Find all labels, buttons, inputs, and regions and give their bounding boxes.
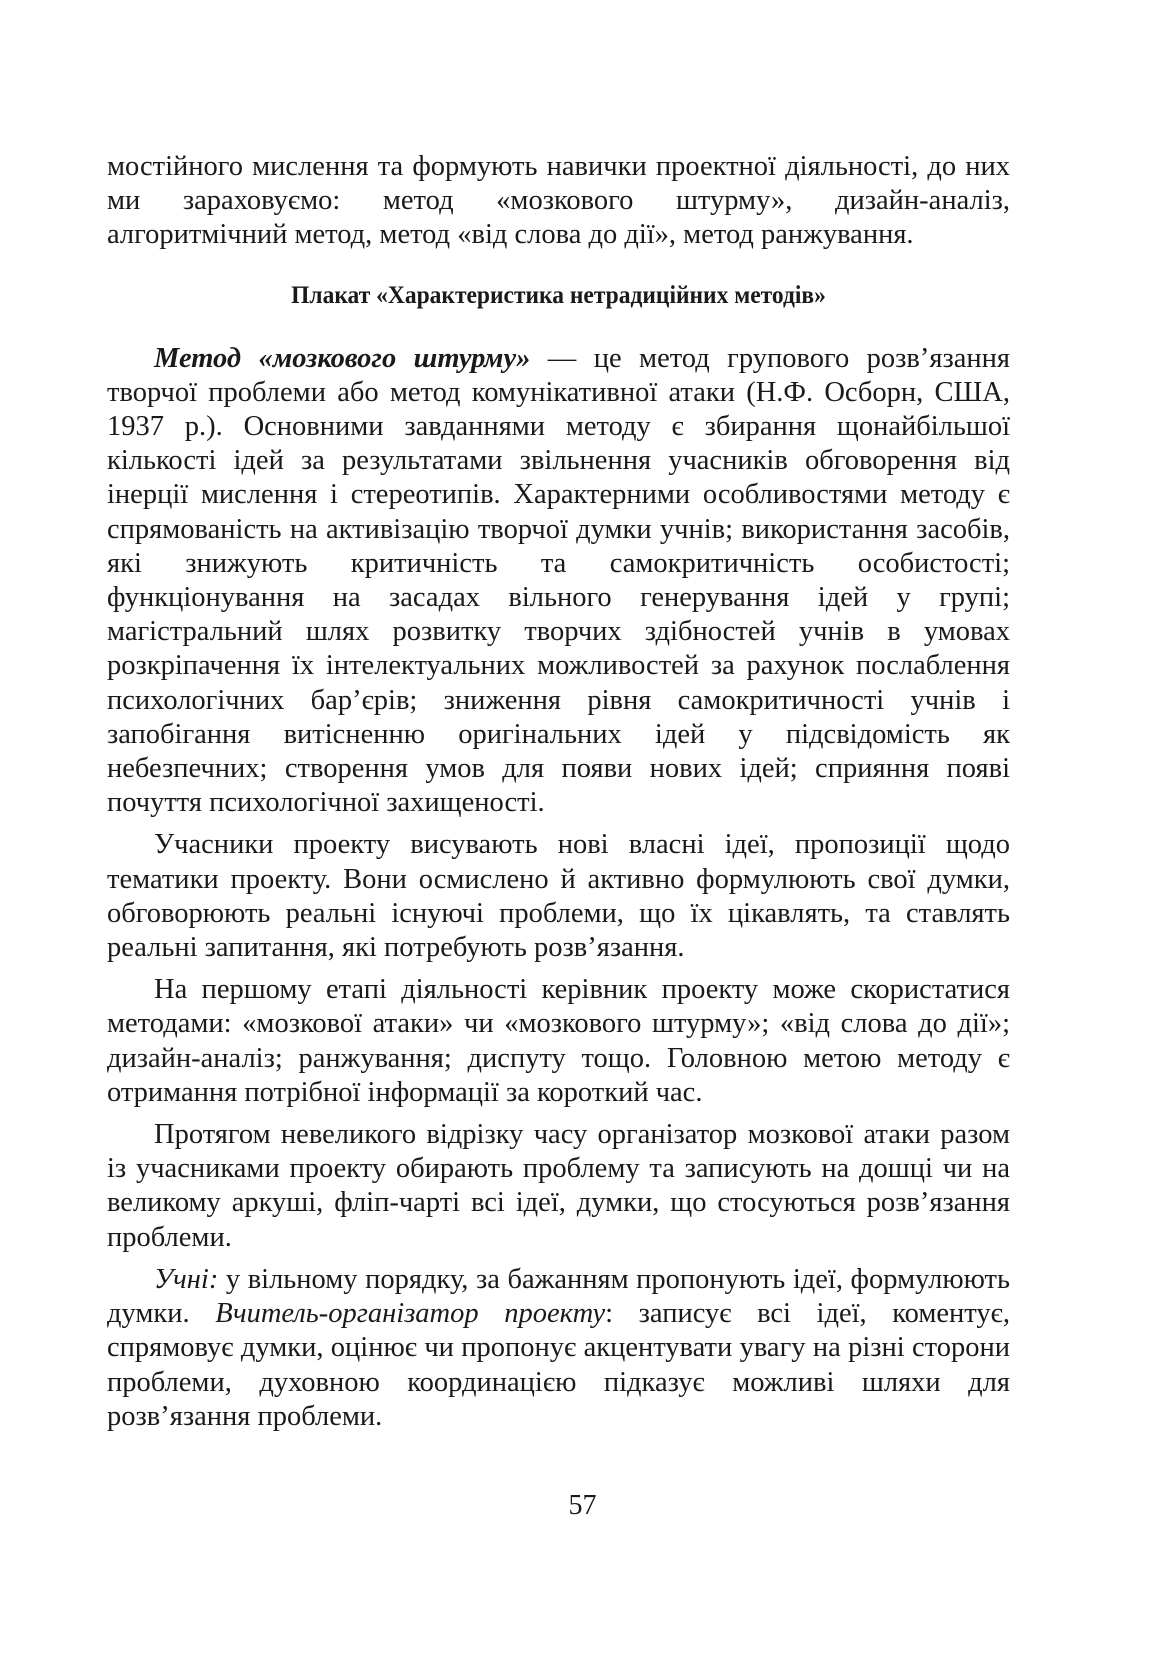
first-stage-paragraph: На першому етапі діяльності керівник проекту може скористатися методами: «мозкової атаки» чи «мозкового штурму»; «від слова до дії»; дизайн-аналіз; ранжування; диспуту тощо. Головною метою методу є отримання потрібної інформації за короткий час. <box>107 974 1010 1108</box>
page-number: 57 <box>568 1490 597 1521</box>
section-heading: Плакат «Характеристика нетрадиційних методів» <box>291 281 826 309</box>
brainstorm-term: Метод «мозкового штурму» <box>154 342 531 374</box>
short-time-paragraph: Протягом невеликого відрізку часу організатор мозкової атаки разом із учасниками проекту обирають проблему та записують на дошці чи на великому аркуші, фліп-чарті всі ідеї, думки, що стосуються розв’язання проблеми. <box>107 1119 1010 1253</box>
participants-paragraph: Учасники проекту висувають нові власні ідеї, пропозиції щодо тематики проекту. Вони осмислено й активно формулюють свої думки, обговорюють реальні існуючі проблеми, що їх цікавлять, та ставлять реальні запитання, які потребують розв’язання. <box>107 829 1010 964</box>
page-content <box>107 150 1010 1434</box>
teacher-text: : записує всі ідеї, коментує, спрямовує думки, оцінює чи пропонує акцентувати увагу на різні сторони проблеми, духовною координацією підказує можливі шляхи для розв’язання проблеми. <box>107 1298 1010 1432</box>
brainstorm-text: — це метод групового розв’язання творчої проблеми або метод комунікативної атаки (Н.Ф. Осборн, США, 1937 р.). Основними завданнями методу є збирання щонайбільшої кількості ідей за результатами звільнення учасників обговорення від інерції мислення і стереотипів. Характерними особливостями методу є спрямованість на активізацію творчої думки учнів; використання засобів, які знижують критичність та самокритичність особистості; функціонування на засадах вільного генерування ідей у групі; магістральний шлях розвитку творчих здібностей учнів в умовах розкріпачення їх інтелектуальних можливостей за рахунок послаблення психологічних бар’єрів; зниження рівня самокритичності учнів і запобігання витісненню оригінальних ідей у підсвідомість як небезпечних; створення умов для появи нових ідей; сприяння появі почуття психологічної захищеності. <box>107 342 1010 819</box>
students-text: у вільному порядку, за бажанням пропонують ідеї, формулюють думки. <box>107 1263 1010 1330</box>
teacher-term: Вчитель-організатор проекту <box>215 1298 606 1330</box>
roles-paragraph <box>107 1263 1010 1434</box>
intro-paragraph: мостійного мислення та формують навички проектної діяльності, до них ми зараховуємо: метод «мозкового штурму», дизайн-аналіз, алгоритмічний метод, метод «від слова до дії», метод ранжування. <box>107 151 1010 251</box>
students-term: Учні: <box>154 1263 219 1295</box>
brainstorm-paragraph <box>107 342 1010 821</box>
